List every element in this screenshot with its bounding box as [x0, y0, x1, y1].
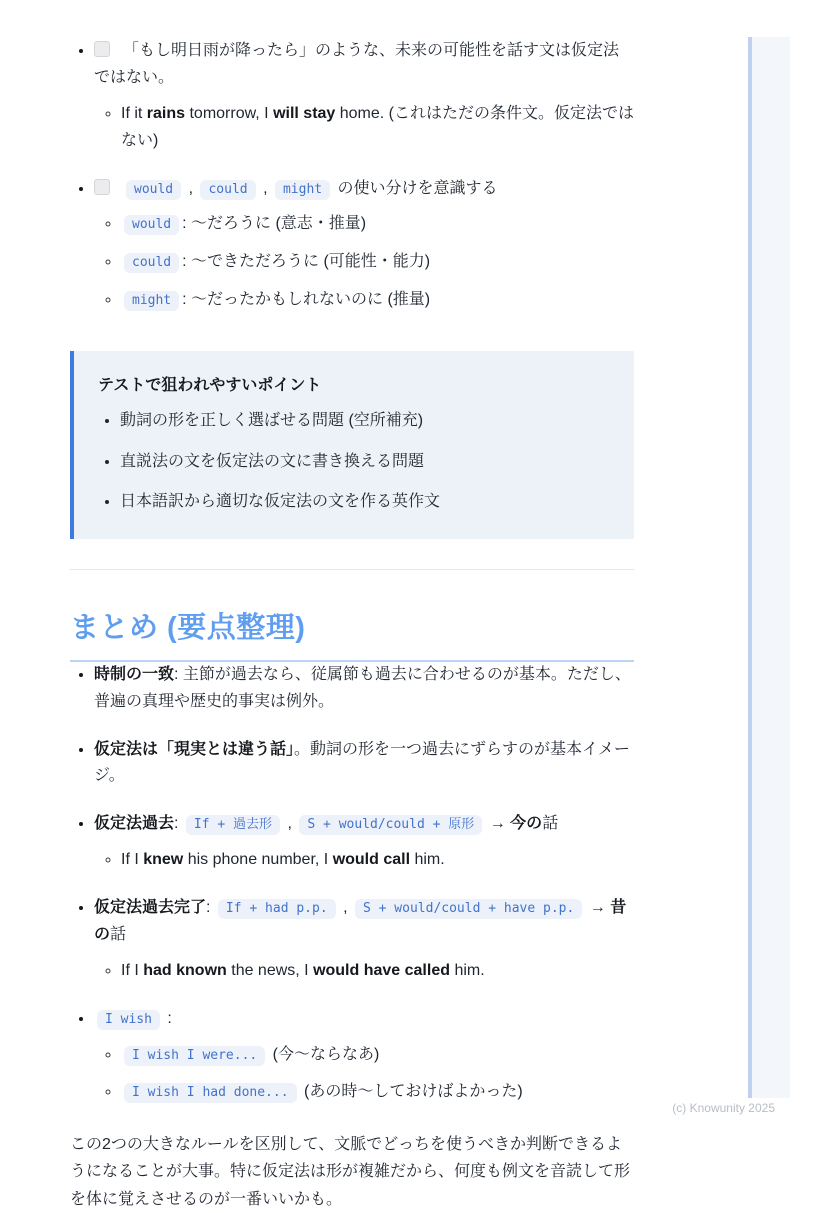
sub-list-item [121, 1042, 634, 1069]
text-run: , [338, 899, 352, 917]
todo-checkbox[interactable] [94, 179, 110, 195]
bold-text: 仮定法は「現実とは違う話」 [94, 740, 295, 758]
text-run: home. (これはただの条件文。仮定法ではない) [121, 104, 635, 149]
text-run: : 主節が過去なら、従属節も過去に合わせるのが基本。ただし、普遍の真理や歴史的事実は例外。 [94, 665, 631, 710]
list-item [94, 662, 634, 716]
code-chip: S + would/could + 原形 [299, 815, 482, 835]
list-item-text [121, 1046, 379, 1063]
text-run: the news, I [226, 961, 314, 979]
summary-heading: まとめ (要点整理) [70, 605, 634, 662]
bold-text: would have called [313, 961, 450, 979]
text-run: him. [450, 961, 485, 979]
code-chip: I wish I had done... [124, 1083, 297, 1103]
code-chip: If + 過去形 [186, 815, 280, 835]
text-run: : [206, 899, 215, 917]
todo-checkbox[interactable] [94, 41, 110, 57]
code-chip: If + had p.p. [218, 899, 336, 919]
code-chip: would [126, 180, 181, 200]
list-item-text [121, 215, 366, 232]
list-item-text [121, 253, 430, 270]
code-chip: I wish [97, 1010, 160, 1030]
list-item-text [121, 851, 445, 868]
text-run: , [283, 815, 297, 833]
text-run: his phone number, I [183, 851, 333, 869]
sub-list-item [121, 287, 634, 314]
bold-text: 仮定法過去 [94, 815, 175, 833]
text-run: → [485, 815, 511, 833]
sub-list [94, 211, 634, 314]
list-item [94, 1006, 634, 1107]
code-chip: might [275, 180, 330, 200]
list-item-text [121, 291, 430, 308]
callout-item: • 直説法の文を仮定法の文に書き換える問題 [120, 449, 610, 475]
list-item-text [94, 180, 498, 197]
bold-text: 今の [510, 815, 543, 833]
sub-list-item [121, 211, 634, 238]
bold-text: will stay [273, 104, 336, 122]
code-chip: S + would/could + have p.p. [355, 899, 582, 919]
summary-list [70, 662, 634, 1107]
text-run: 。動詞の形を一つ過去にずらすのが基本イメージ。 [94, 740, 630, 785]
text-run: : 〜だろうに (意志・推量) [182, 215, 367, 233]
sub-list [94, 101, 634, 155]
list-item-text [121, 105, 634, 149]
text-run: If I [121, 851, 144, 869]
page-content [70, 38, 634, 1213]
text-run: (今〜ならなあ) [268, 1045, 380, 1063]
list-item-text [94, 741, 630, 785]
text-run: (あの時〜しておけばよかった) [299, 1083, 523, 1101]
text-run: him. [410, 851, 445, 869]
text-run: If I [121, 961, 144, 979]
text-run: , [258, 179, 272, 197]
list-item-text [94, 1010, 172, 1027]
callout-list [98, 408, 610, 515]
sub-list [94, 847, 634, 874]
sub-list-item [121, 249, 634, 276]
text-run: 話 [542, 815, 559, 833]
text-run: の使い分けを意識する [333, 179, 498, 197]
footer-credit: (c) Knowunity 2025 [672, 1101, 775, 1115]
code-chip: might [124, 291, 179, 311]
callout-test-points [70, 351, 634, 539]
sub-list-item [121, 958, 634, 985]
list-item [94, 38, 634, 155]
sub-list [94, 958, 634, 985]
section-divider [70, 569, 634, 570]
list-item-text [121, 962, 485, 979]
text-run: : 〜できただろうに (可能性・能力) [182, 253, 431, 271]
text-run: tomorrow, I [185, 104, 274, 122]
bold-text: knew [143, 851, 184, 869]
closing-paragraph: この2つの大きなルールを区別して、文脈でどっちを使うべきか判断できるようになることが大事。特に仮定法は形が複雑だから、何度も例文を音読して形を体に覚えさせるのが一番いいかも。 [70, 1136, 631, 1208]
text-run: If it [121, 104, 147, 122]
code-chip: could [124, 253, 179, 273]
sub-list-item [121, 1079, 634, 1106]
list-item-text [94, 815, 558, 832]
callout-item: • 動詞の形を正しく選ばせる問題 (空所補充) [120, 408, 610, 434]
bold-text: had known [143, 961, 227, 979]
list-item [94, 895, 634, 985]
page-edge-strip [748, 37, 790, 1098]
bold-text: would call [332, 851, 411, 869]
bold-text: 仮定法過去完了 [94, 899, 207, 917]
list-item-text [121, 1083, 523, 1100]
code-chip: would [124, 215, 179, 235]
text-run: 話 [110, 925, 127, 943]
bold-text: 昔の [94, 899, 627, 943]
list-item-text [94, 899, 626, 943]
code-chip: I wish I were... [124, 1046, 265, 1066]
text-run: : 〜だったかもしれないのに (推量) [182, 291, 431, 309]
bold-text: 時制の一致 [94, 665, 175, 683]
text-run: : [174, 815, 183, 833]
text-run: , [184, 179, 198, 197]
text-run: 「もし明日雨が降ったら」のような、未来の可能性を話す文は仮定法ではない。 [94, 42, 620, 86]
list-item-text [94, 42, 619, 86]
sub-list-item [121, 847, 634, 874]
text-run: → [585, 899, 611, 917]
callout-item: • 日本語訳から適切な仮定法の文を作る英作文 [120, 489, 610, 515]
sub-list [94, 1042, 634, 1107]
bold-text: rains [146, 104, 186, 122]
text-run: : [162, 1009, 172, 1027]
list-item [94, 811, 634, 874]
callout-title: テストで狙われやすいポイント [98, 377, 322, 394]
list-item-text [94, 666, 631, 710]
list-item [94, 737, 634, 791]
checklist [70, 38, 634, 314]
list-item [94, 176, 634, 315]
sub-list-item [121, 101, 634, 155]
code-chip: could [200, 180, 255, 200]
